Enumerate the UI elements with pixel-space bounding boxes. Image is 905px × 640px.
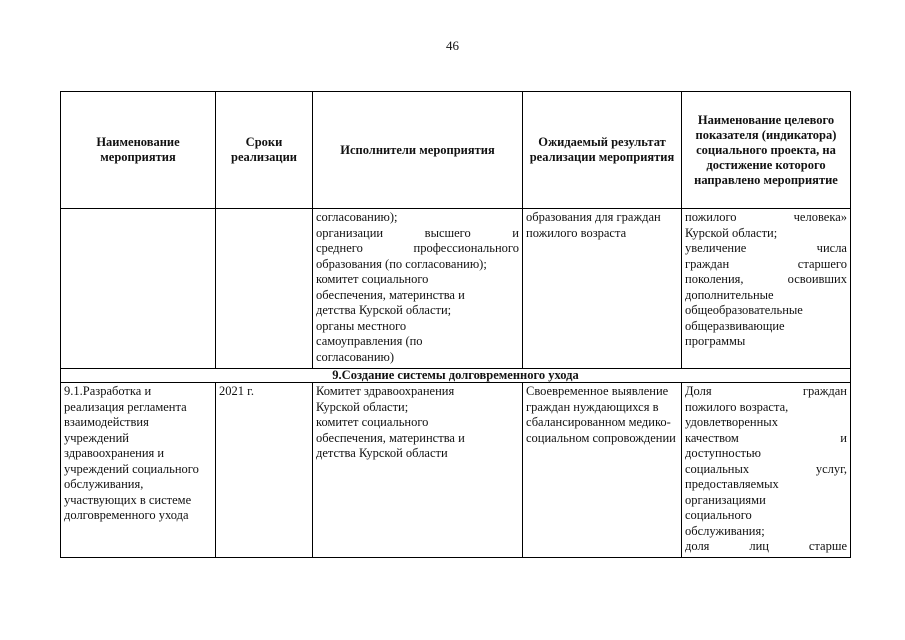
cont-result-cell: образования для граждан пожилого возраста (523, 209, 682, 369)
cont-executors-line: обеспечения, материнства и (316, 287, 465, 302)
cont-indicator-line: дополнительные (685, 287, 774, 302)
cont-indicator-line: общеразвивающие (685, 318, 785, 333)
header-target-indicator: Наименование целевого показателя (индикатора) социального проекта, на достижение которого направлено мероприятие (682, 92, 851, 209)
item-indicator-line: качеством и (685, 430, 847, 445)
item-executors-line: обеспечения, материнства и (316, 430, 465, 445)
cont-indicator-line: Курской области; (685, 225, 778, 240)
header-deadlines: Сроки реализации (216, 92, 313, 209)
item-indicator-line: удовлетворенных (685, 415, 778, 429)
header-expected-result: Ожидаемый результат реализации мероприятия (523, 92, 682, 209)
item-indicator-cell (682, 383, 851, 558)
cont-indicator-line: граждан старшего (685, 256, 847, 271)
page-number: 46 (446, 38, 459, 53)
item-executors-cell (313, 383, 523, 558)
item-result-cell: Своевременное выявление граждан нуждающихся в сбалансированном медико-социальном сопровождении (523, 383, 682, 558)
item-indicator-line: организациями (685, 492, 766, 507)
table-row-9-1 (61, 383, 851, 558)
item-indicator-line: доступностью (685, 446, 762, 460)
cont-executors-line: организации высшего и (316, 225, 519, 240)
item-activity-cell: 9.1.Разработка и реализация регламента взаимодействия учреждений здравоохранения и учреждений социального обслуживания, участвующих в системе долговременного ухода (61, 383, 216, 558)
item-indicator-line: обслуживания; (685, 523, 765, 538)
cont-executors-line: самоуправления (по (316, 334, 423, 348)
item-executors-line: детства Курской области (316, 446, 448, 460)
section-title: 9.Создание системы долговременного ухода (61, 369, 851, 383)
cont-executors-line: образования (по согласованию); (316, 256, 487, 271)
cont-indicator-line: программы (685, 334, 746, 348)
table-row-continuation (61, 209, 851, 369)
cont-indicator-line: увеличение числа (685, 241, 847, 255)
cont-indicator-cell (682, 209, 851, 369)
item-executors-line: Курской области; (316, 399, 409, 414)
item-executors-line: комитет социального (316, 415, 429, 429)
item-indicator-line: доля лиц старше (685, 539, 847, 553)
item-indicator-line: социального (685, 508, 752, 522)
cont-indicator-line: пожилого человека» (685, 210, 847, 224)
cont-executors-line: согласованию) (316, 349, 395, 364)
cont-executors-line: детства Курской области; (316, 303, 452, 317)
item-indicator-line: социальных услуг, (685, 461, 847, 476)
item-executors-line: Комитет здравоохранения (316, 384, 455, 398)
cont-executors-line: среднего профессионального (316, 241, 519, 255)
activities-table (60, 91, 851, 558)
header-activity-name: Наименование мероприятия (61, 92, 216, 209)
item-deadline-cell: 2021 г. (216, 383, 313, 558)
cont-indicator-line: поколения, освоивших (685, 272, 847, 286)
cont-executors-line: комитет социального (316, 272, 429, 286)
cont-executors-cell (313, 209, 523, 369)
section-heading-row (61, 369, 851, 383)
cont-deadline-cell (216, 209, 313, 369)
cont-activity-cell (61, 209, 216, 369)
cont-executors-line: согласованию); (316, 210, 398, 224)
header-executors: Исполнители мероприятия (313, 92, 523, 209)
cont-executors-line: органы местного (316, 318, 407, 333)
cont-indicator-line: общеобразовательные (685, 303, 803, 317)
item-indicator-line: пожилого возраста, (685, 399, 789, 414)
item-indicator-line: предоставляемых (685, 477, 779, 491)
table-header-row (61, 92, 851, 209)
item-indicator-line: Доля граждан (685, 384, 847, 398)
